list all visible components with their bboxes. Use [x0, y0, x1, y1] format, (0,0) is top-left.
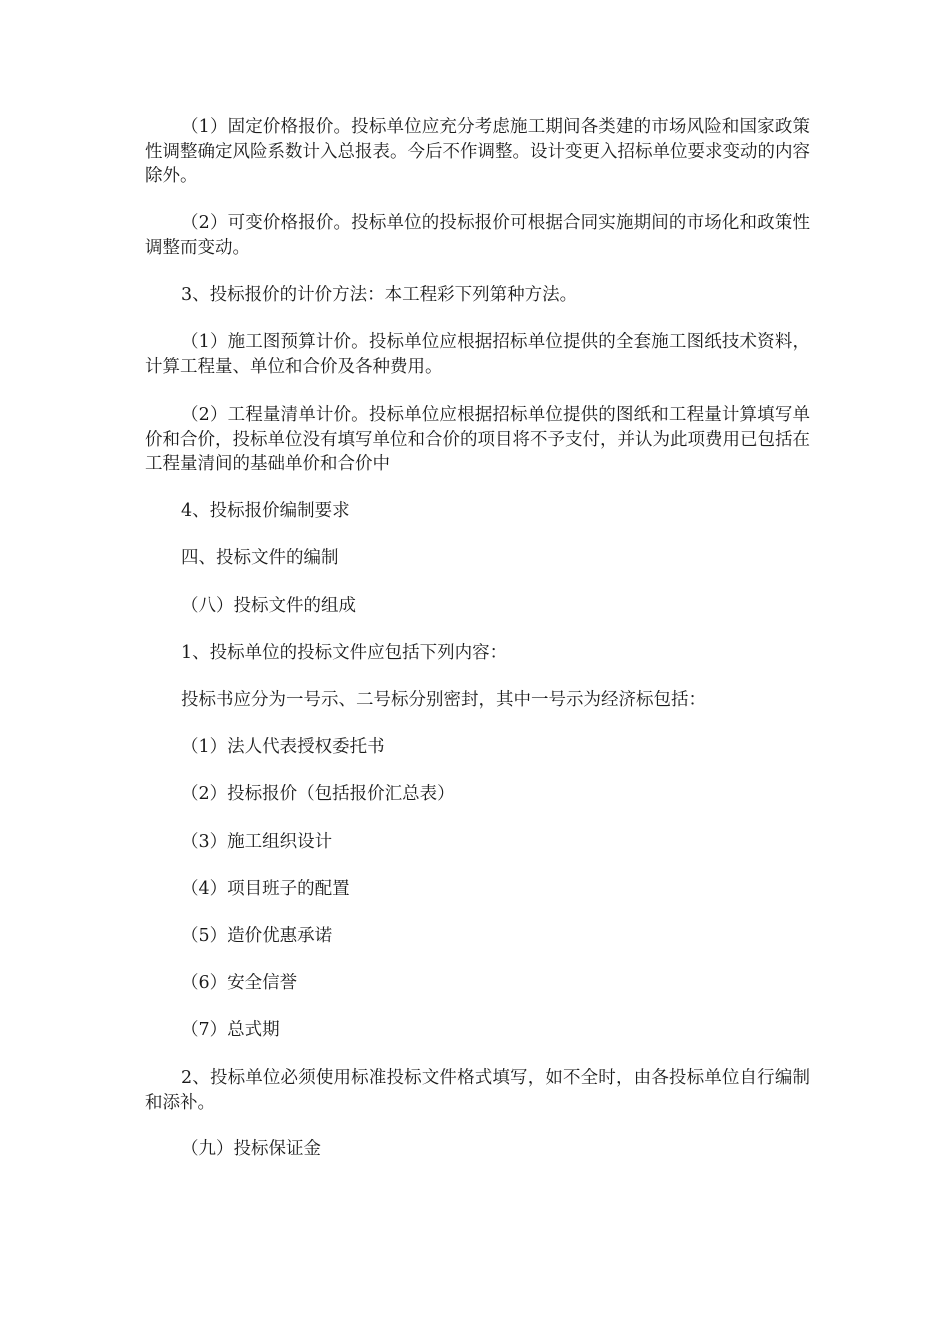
- list-item-bid-price: （2）投标报价（包括报价汇总表）: [181, 784, 455, 804]
- paragraph-bill-of-quantities-pricing: （2）工程量清单计价。投标单位应根据招标单位提供的图纸和工程量计算填写单价和合价，投标单位没有填写单位和合价的项目将不予支付，并认为此项费用已包括在工程量清间的基础单价和合价中: [145, 405, 810, 474]
- list-item-safety-record: （6）安全信誉: [181, 973, 298, 993]
- paragraph-variable-price: （2）可变价格报价。投标单位的投标报价可根据合同实施期间的市场化和政策性调整而变动。: [145, 213, 810, 258]
- list-item-price-discount: （5）造价优惠承诺: [181, 926, 333, 946]
- paragraph-pricing-requirements: 4、投标报价编制要求: [181, 501, 350, 521]
- paragraph-fixed-price: （1）固定价格报价。投标单位应充分考虑施工期间各类建的市场风险和国家政策性调整确定风险系数计入总报表。今后不作调整。设计变更入招标单位要求变动的内容除外。: [145, 117, 810, 186]
- list-item-power-of-attorney: （1）法人代表授权委托书: [181, 737, 385, 757]
- list-item-project-team: （4）项目班子的配置: [181, 879, 350, 899]
- paragraph-pricing-method: 3、投标报价的计价方法：本工程彩下列第种方法。: [181, 285, 578, 305]
- subsection-heading-bid-bond: （九）投标保证金: [181, 1139, 321, 1159]
- paragraph-construction-drawing-pricing: （1）施工图预算计价。投标单位应根据招标单位提供的全套施工图纸技术资料，计算工程量、单位和合价及各种费用。: [145, 332, 810, 377]
- list-item-schedule: （7）总式期: [181, 1020, 280, 1040]
- section-heading-bid-documents: 四、投标文件的编制: [181, 548, 339, 568]
- list-item-construction-design: （3）施工组织设计: [181, 832, 333, 852]
- subsection-heading-composition: （八）投标文件的组成: [181, 596, 356, 616]
- paragraph-standard-format: 2、投标单位必须使用标准投标文件格式填写，如不全时，由各投标单位自行编制和添补。: [145, 1068, 810, 1113]
- paragraph-sealed-packages: 投标书应分为一号示、二号标分别密封，其中一号示为经济标包括：: [181, 690, 706, 710]
- paragraph-bid-contents: 1、投标单位的投标文件应包括下列内容：: [181, 643, 508, 663]
